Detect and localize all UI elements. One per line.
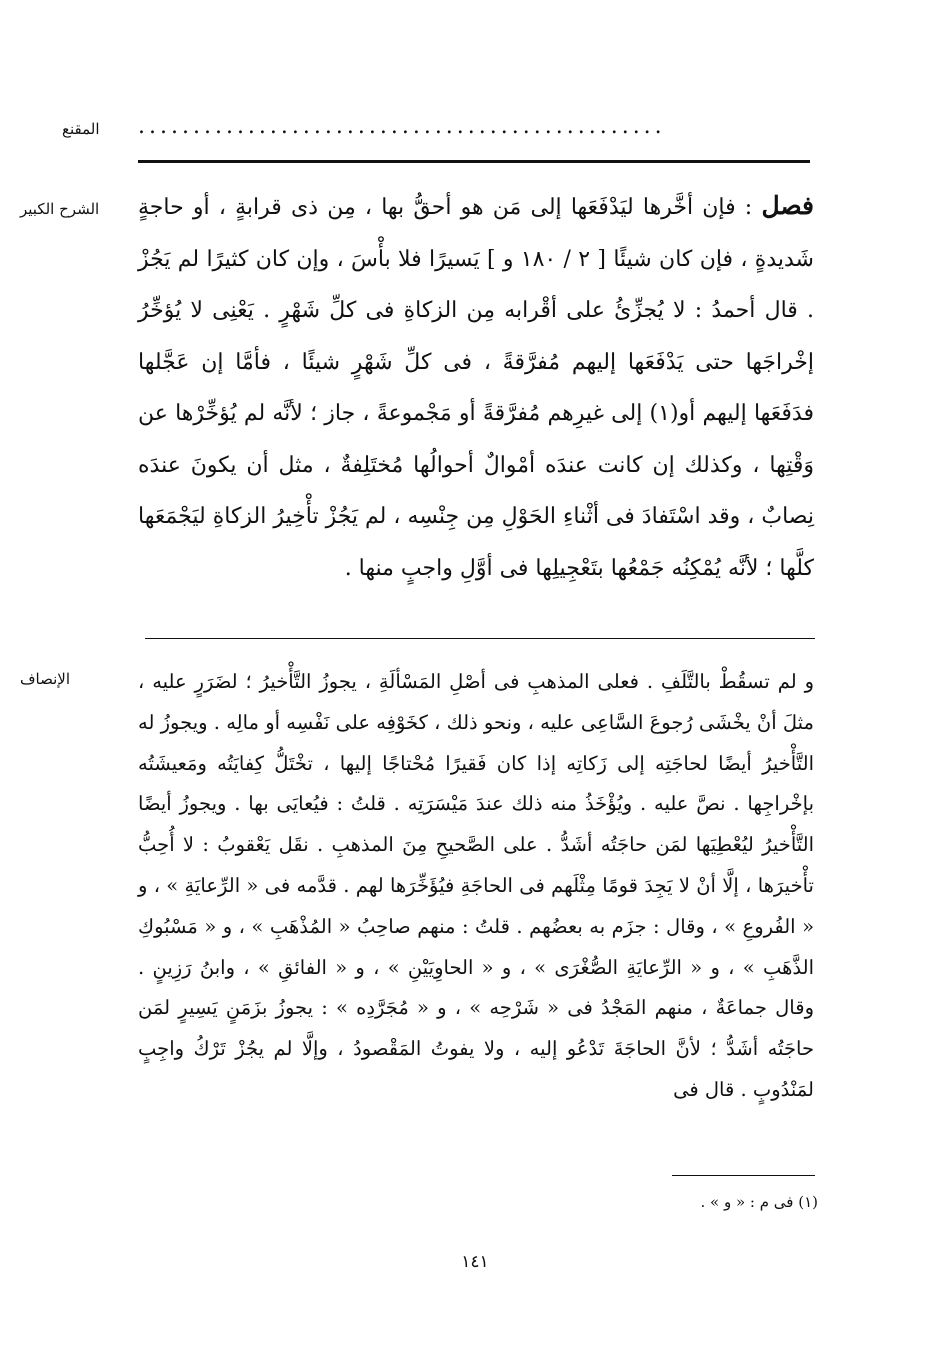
footnote: (١) فى م : « و » . bbox=[700, 1193, 818, 1211]
insaf-body: و لم تسقُطْ بالتَّلَفِ . فعلى المذهبِ فى أصْلِ المَسْألَةِ ، يجوزُ التَّأْخيرُ ؛ لضَرَرٍ عليه ، مثلَ أنْ يخْشَى رُجوعَ السَّاعِى عليه ، ونحو ذلك ، كخَوْفِه على نَفْسِه أو مالِه . ويجوزُ له التَّأْخيرُ أيضًا لحاجَتِه إلى زَكاتِه إذا كان فَقيرًا مُحْتاجًا إليها ، تخْتَلُّ كِفايَتُه ومَعيشَتُه بإخْراجِها . نصَّ عليه . ويُؤْخَذُ منه ذلك عندَ مَيْسَرَتِه . قلتُ : فيُعايَى بها . ويجوزُ أيضًا التَّأْخيرُ ليُعْطِيَها لمَن حاجَتُه أشَدُّ . على الصَّحيحِ مِنَ المذهبِ . نقَل يَعْقوبُ : لا أُحِبُّ تأْخيرَها ، إلَّا أنْ لا يَجِدَ قومًا مِثْلَهم فى الحاجَةِ فيُؤَخِّرَها لهم . قدَّمه فى « الرِّعايَةِ » ، و « الفُروعِ » ، وقال : جزَم به بعضُهم . قلتُ : منهم صاحِبُ « المُذْهَبِ » ، و « مَسْبُوكِ الذَّهَبِ » ، و « الرِّعايَةِ الصُّغْرَى » ، و « الحاوِيَيْنِ » ، و « الفائقِ » ، وابنُ رَزِينٍ . وقال جماعَةٌ ، منهم المَجْدُ فى « شَرْحِه » ، و « مُجَرَّدِه » : يجوزُ بزَمَنٍ يَسِيرٍ لمَن حاجَتُه أشَدُّ ؛ لأنَّ الحاجَةَ تَدْعُو إليه ، ولا يفوتُ المَقْصودُ ، وإلَّا لم يجُزْ تَرْكُ واجِبٍ لمَنْدُوبٍ . قال فى bbox=[138, 670, 814, 1101]
section-heading: فصل bbox=[761, 191, 815, 220]
page-number: ١٤١ bbox=[461, 1252, 489, 1272]
side-label-insaf: الإنصاف bbox=[20, 670, 71, 688]
running-title: المقنع bbox=[62, 120, 100, 138]
side-label-sharh: الشرح الكبير bbox=[20, 200, 100, 218]
section-divider bbox=[145, 638, 815, 639]
footnote-rule bbox=[672, 1175, 815, 1176]
dotted-leader: ................................................ bbox=[138, 114, 666, 139]
sharh-section bbox=[138, 180, 814, 594]
header-rule bbox=[138, 160, 810, 163]
sharh-paragraph bbox=[138, 180, 814, 594]
sharh-body: : فإن أخَّرها ليَدْفَعَها إلى مَن هو أحقُّ بها ، مِن ذى قرابةٍ ، أو حاجةٍ شَديدةٍ ، فإن كان شيئًا [ ٢ / ١٨٠ و ] يَسيرًا فلا بأْسَ ، وإن كان كثيرًا لم يَجُزْ . قال أحمدُ : لا يُجزِّئُ على أقْرابه مِن الزكاةِ فى كلِّ شَهْرٍ . يَعْنِى لا يُؤخِّرُ إخْراجَها حتى يَدْفَعَها إليهم مُفرَّقةً ، فى كلِّ شَهْرٍ شيئًا ، فأمَّا إن عَجَّلها فدَفَعَها إليهم أو(١) إلى غيرِهم مُفرَّقةً أو مَجْموعةً ، جاز ؛ لأنَّه لم يُؤخِّرْها عن وَقْتِها ، وكذلك إن كانت عندَه أمْوالٌ أحوالُها مُختَلِفةٌ ، مثل أن يكونَ عندَه نِصابٌ ، وقد اسْتَفادَ فى أثْناءِ الحَوْلِ مِن جِنْسِه ، لم يَجُزْ تأْخِيرُ الزكاةِ ليَجْمَعَها كلَّها ؛ لأنَّه يُمْكِنُه جَمْعُها بتَعْجِيلِها فى أوَّلِ واجبٍ منها . bbox=[138, 195, 814, 581]
insaf-section bbox=[138, 662, 814, 1111]
